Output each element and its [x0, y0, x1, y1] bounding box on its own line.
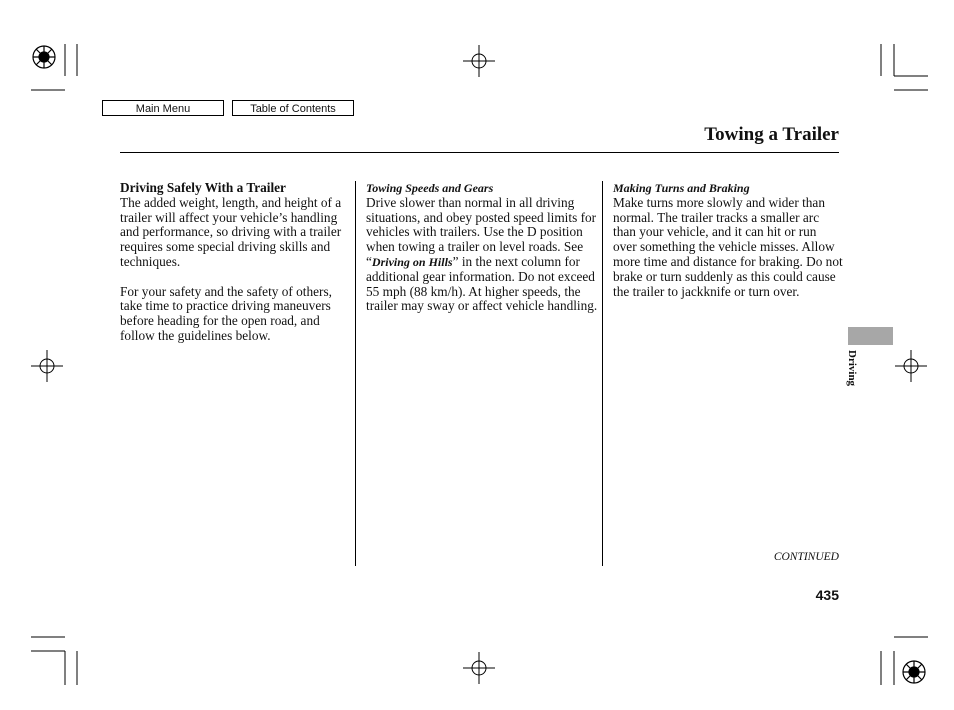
column-divider: [355, 181, 356, 566]
towing-text-before: Drive slower than normal in all driving situations, and obey posted speed limits for vehicles with trailers. Use the D position when towing a trailer on level roads. See “: [366, 194, 597, 269]
paragraph-towing-speeds: [366, 196, 598, 314]
section-heading-turns-braking: Making Turns and Braking: [613, 181, 750, 195]
continued-label: CONTINUED: [773, 551, 839, 563]
section-tab: [848, 327, 893, 345]
page-title: Towing a Trailer: [704, 124, 839, 145]
paragraph-added-weight: The added weight, length, and height of a trailer will affect your vehicle’s handling and performance, so driving with a trailer requires some special driving skills and techniques.: [120, 194, 342, 269]
column-turns-braking: [613, 181, 843, 299]
towing-text-after: ” in the next column for additional gear information. Do not exceed 55 mph (88 km/h). At higher speeds, the trailer may sway or affect vehicle handling.: [366, 253, 598, 314]
column-towing-speeds: [366, 181, 598, 314]
table-of-contents-button[interactable]: Table of Contents: [232, 100, 354, 116]
paragraph-safety: For your safety and the safety of others, take time to practice driving maneuvers before heading for the open road, and follow the guidelines below.: [120, 283, 332, 343]
section-heading-towing-speeds: Towing Speeds and Gears: [366, 181, 494, 195]
main-menu-button[interactable]: Main Menu: [102, 100, 224, 116]
title-rule: [120, 152, 839, 153]
paragraph-turns-braking: Make turns more slowly and wider than normal. The trailer tracks a smaller arc than your vehicle, and it can hit or run over something the vehicle misses. Allow more time and distance for braking. Do not brake or turn suddenly as this could cause the trailer to jackknife or turn over.: [613, 194, 843, 299]
column-driving-safely: [120, 181, 345, 344]
driving-on-hills-link[interactable]: Driving on Hills: [371, 254, 453, 269]
section-heading-driving-safely: Driving Safely With a Trailer: [120, 180, 286, 195]
page-number: 435: [815, 587, 839, 603]
section-tab-label: Driving: [846, 350, 858, 387]
column-divider: [602, 181, 603, 566]
